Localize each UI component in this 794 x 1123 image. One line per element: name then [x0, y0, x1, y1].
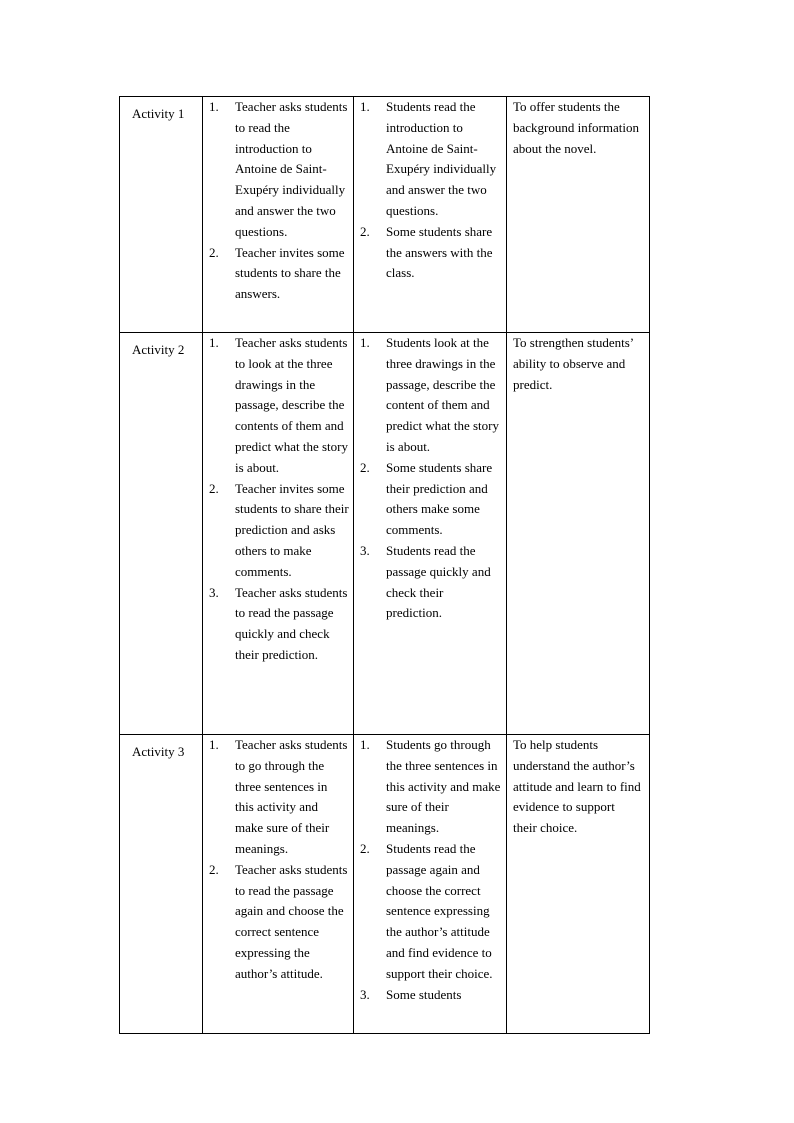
list-item [209, 97, 349, 243]
step-text: Teacher asks students to read the passage again and choose the correct sentence expressing the author’s attitude. [235, 861, 348, 981]
step-text: Students read the introduction to Antoine de Saint-Exupéry individually and answer the two questions. [386, 99, 497, 218]
step-text: Some students [386, 986, 462, 1002]
step-number: 3. [209, 584, 219, 600]
list-item [360, 735, 502, 839]
step-text: Students look at the three drawings in the passage, describe the content of them and predict what the story is about. [386, 335, 499, 454]
list-item [209, 333, 349, 479]
activity-row [120, 97, 650, 333]
teacher-steps-list [209, 333, 349, 666]
step-number: 1. [360, 737, 370, 752]
student-steps-list [360, 333, 502, 624]
list-item [360, 222, 502, 284]
step-text: Some students share their prediction and others make some comments. [386, 459, 493, 538]
step-number: 2. [209, 480, 219, 496]
step-number: 1. [209, 99, 219, 114]
list-item [360, 458, 502, 541]
step-number: 1. [360, 335, 370, 350]
step-number: 3. [360, 542, 370, 558]
step-number: 2. [360, 223, 370, 239]
list-item [209, 583, 349, 666]
step-text: Teacher invites some students to share their prediction and asks others to make comments. [235, 480, 349, 579]
step-text: Teacher asks students to go through the three sentences in this activity and make sure of their meanings. [235, 737, 348, 856]
step-number: 1. [209, 737, 219, 752]
student-steps-cell [354, 333, 507, 735]
step-text: Teacher asks students to read the introduction to Antoine de Saint-Exupéry individually and answer the two questions. [235, 99, 348, 239]
step-text: Teacher asks students to look at the three drawings in the passage, describe the contents of them and predict what the story is about. [235, 335, 348, 475]
list-item [209, 479, 349, 583]
activity-row [120, 735, 650, 1034]
list-item [360, 541, 502, 624]
teacher-steps-cell [203, 97, 354, 333]
teacher-steps-list [209, 97, 349, 305]
step-number: 2. [360, 840, 370, 856]
step-text: Students go through the three sentences in this activity and make sure of their meanings. [386, 737, 501, 836]
step-number: 3. [360, 986, 370, 1002]
list-item [209, 860, 349, 985]
activity-label: Activity 2 [120, 333, 203, 735]
student-steps-cell [354, 735, 507, 1034]
purpose-cell: To offer students the background information about the novel. [507, 97, 650, 333]
step-number: 1. [209, 335, 219, 350]
step-text: Students read the passage quickly and check their prediction. [386, 542, 491, 621]
list-item [360, 839, 502, 985]
list-item [209, 243, 349, 305]
activity-row [120, 333, 650, 735]
list-item [360, 985, 502, 1006]
activity-table [119, 96, 650, 1034]
list-item [209, 735, 349, 860]
purpose-cell: To strengthen students’ ability to observe and predict. [507, 333, 650, 735]
teacher-steps-cell [203, 333, 354, 735]
activity-label: Activity 3 [120, 735, 203, 1034]
list-item [360, 97, 502, 222]
student-steps-list [360, 97, 502, 284]
teacher-steps-cell [203, 735, 354, 1034]
step-number: 1. [360, 99, 370, 114]
student-steps-list [360, 735, 502, 1005]
step-text: Teacher invites some students to share the answers. [235, 244, 345, 302]
step-number: 2. [209, 244, 219, 260]
activity-label: Activity 1 [120, 97, 203, 333]
step-number: 2. [360, 459, 370, 475]
step-text: Some students share the answers with the class. [386, 223, 493, 281]
step-number: 2. [209, 861, 219, 877]
list-item [360, 333, 502, 458]
step-text: Teacher asks students to read the passage quickly and check their prediction. [235, 584, 348, 662]
student-steps-cell [354, 97, 507, 333]
step-text: Students read the passage again and choose the correct sentence expressing the author’s attitude and find evidence to support their choice. [386, 840, 493, 981]
teacher-steps-list [209, 735, 349, 985]
purpose-cell: To help students understand the author’s attitude and learn to find evidence to support their choice. [507, 735, 650, 1034]
